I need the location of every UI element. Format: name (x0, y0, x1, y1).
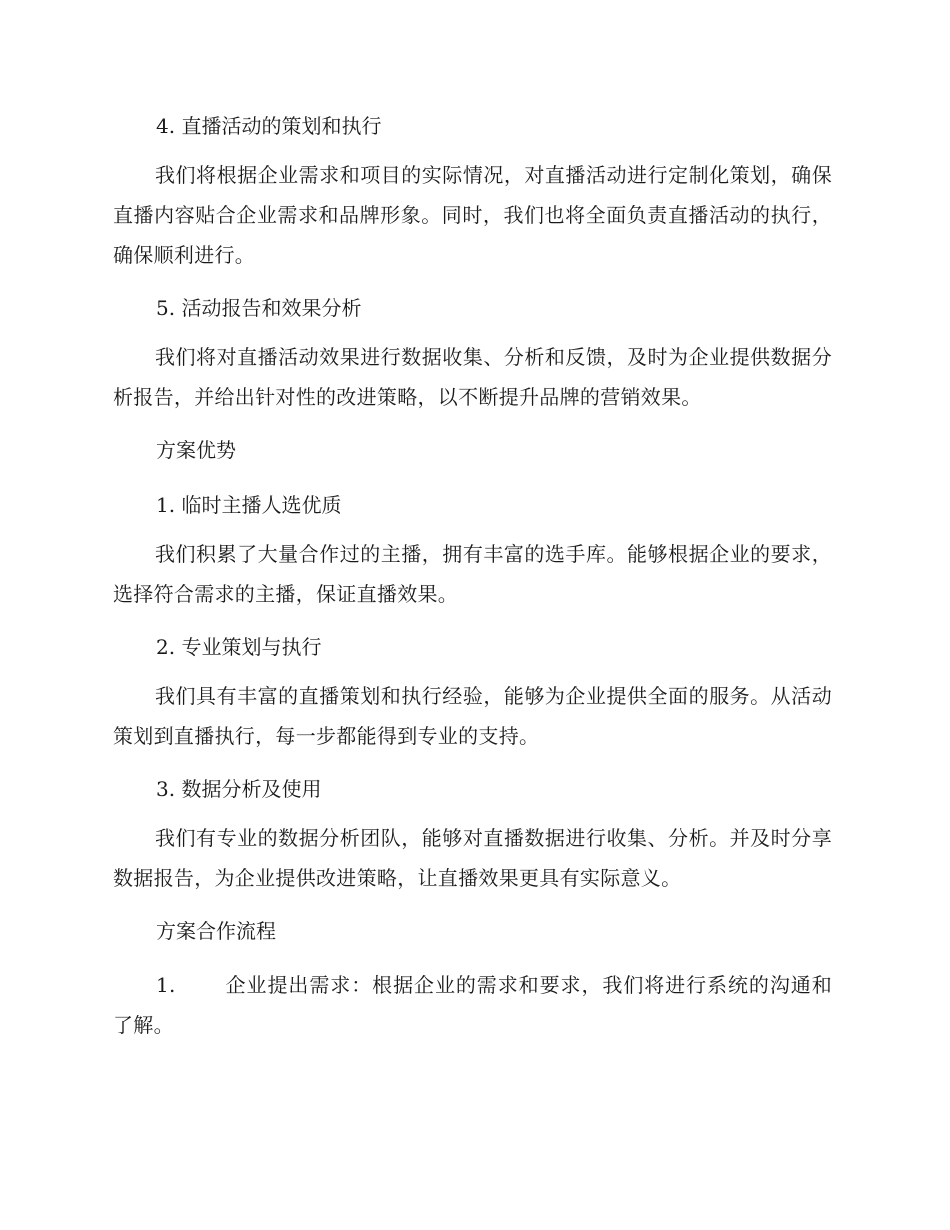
paragraph-data-analysis: 我们有专业的数据分析团队，能够对直播数据进行收集、分析。并及时分享数据报告，为企业提供改进策略，让直播效果更具有实际意义。 (113, 826, 832, 890)
paragraph-live-planning: 我们将根据企业需求和项目的实际情况，对直播活动进行定制化策划，确保直播内容贴合企业需求和品牌形象。同时，我们也将全面负责直播活动的执行，确保顺利进行。 (113, 163, 832, 267)
paragraph-report-analysis: 我们将对直播活动效果进行数据收集、分析和反馈，及时为企业提供数据分析报告，并给出针对性的改进策略，以不断提升品牌的营销效果。 (113, 345, 832, 409)
section-heading-professional-planning: 2. 专业策划与执行 (156, 635, 322, 659)
list-item-text: 企业提出需求：根据企业的需求和要求，我们将进行系统的沟通和了解。 (113, 973, 832, 1037)
section-heading-live-planning: 4. 直播活动的策划和执行 (156, 114, 382, 138)
section-heading-quality-anchors: 1. 临时主播人选优质 (156, 493, 342, 517)
list-item-number: 1. (156, 973, 176, 997)
section-heading-advantages: 方案优势 (156, 438, 236, 462)
section-heading-report-analysis: 5. 活动报告和效果分析 (156, 296, 362, 320)
paragraph-professional-planning: 我们具有丰富的直播策划和执行经验，能够为企业提供全面的服务。从活动策划到直播执行，每一步都能得到专业的支持。 (113, 684, 832, 748)
section-heading-data-analysis: 3. 数据分析及使用 (156, 777, 322, 801)
section-heading-cooperation-process: 方案合作流程 (156, 919, 276, 943)
list-item (113, 965, 832, 1045)
paragraph-quality-anchors: 我们积累了大量合作过的主播，拥有丰富的选手库。能够根据企业的要求，选择符合需求的主播，保证直播效果。 (113, 542, 832, 606)
